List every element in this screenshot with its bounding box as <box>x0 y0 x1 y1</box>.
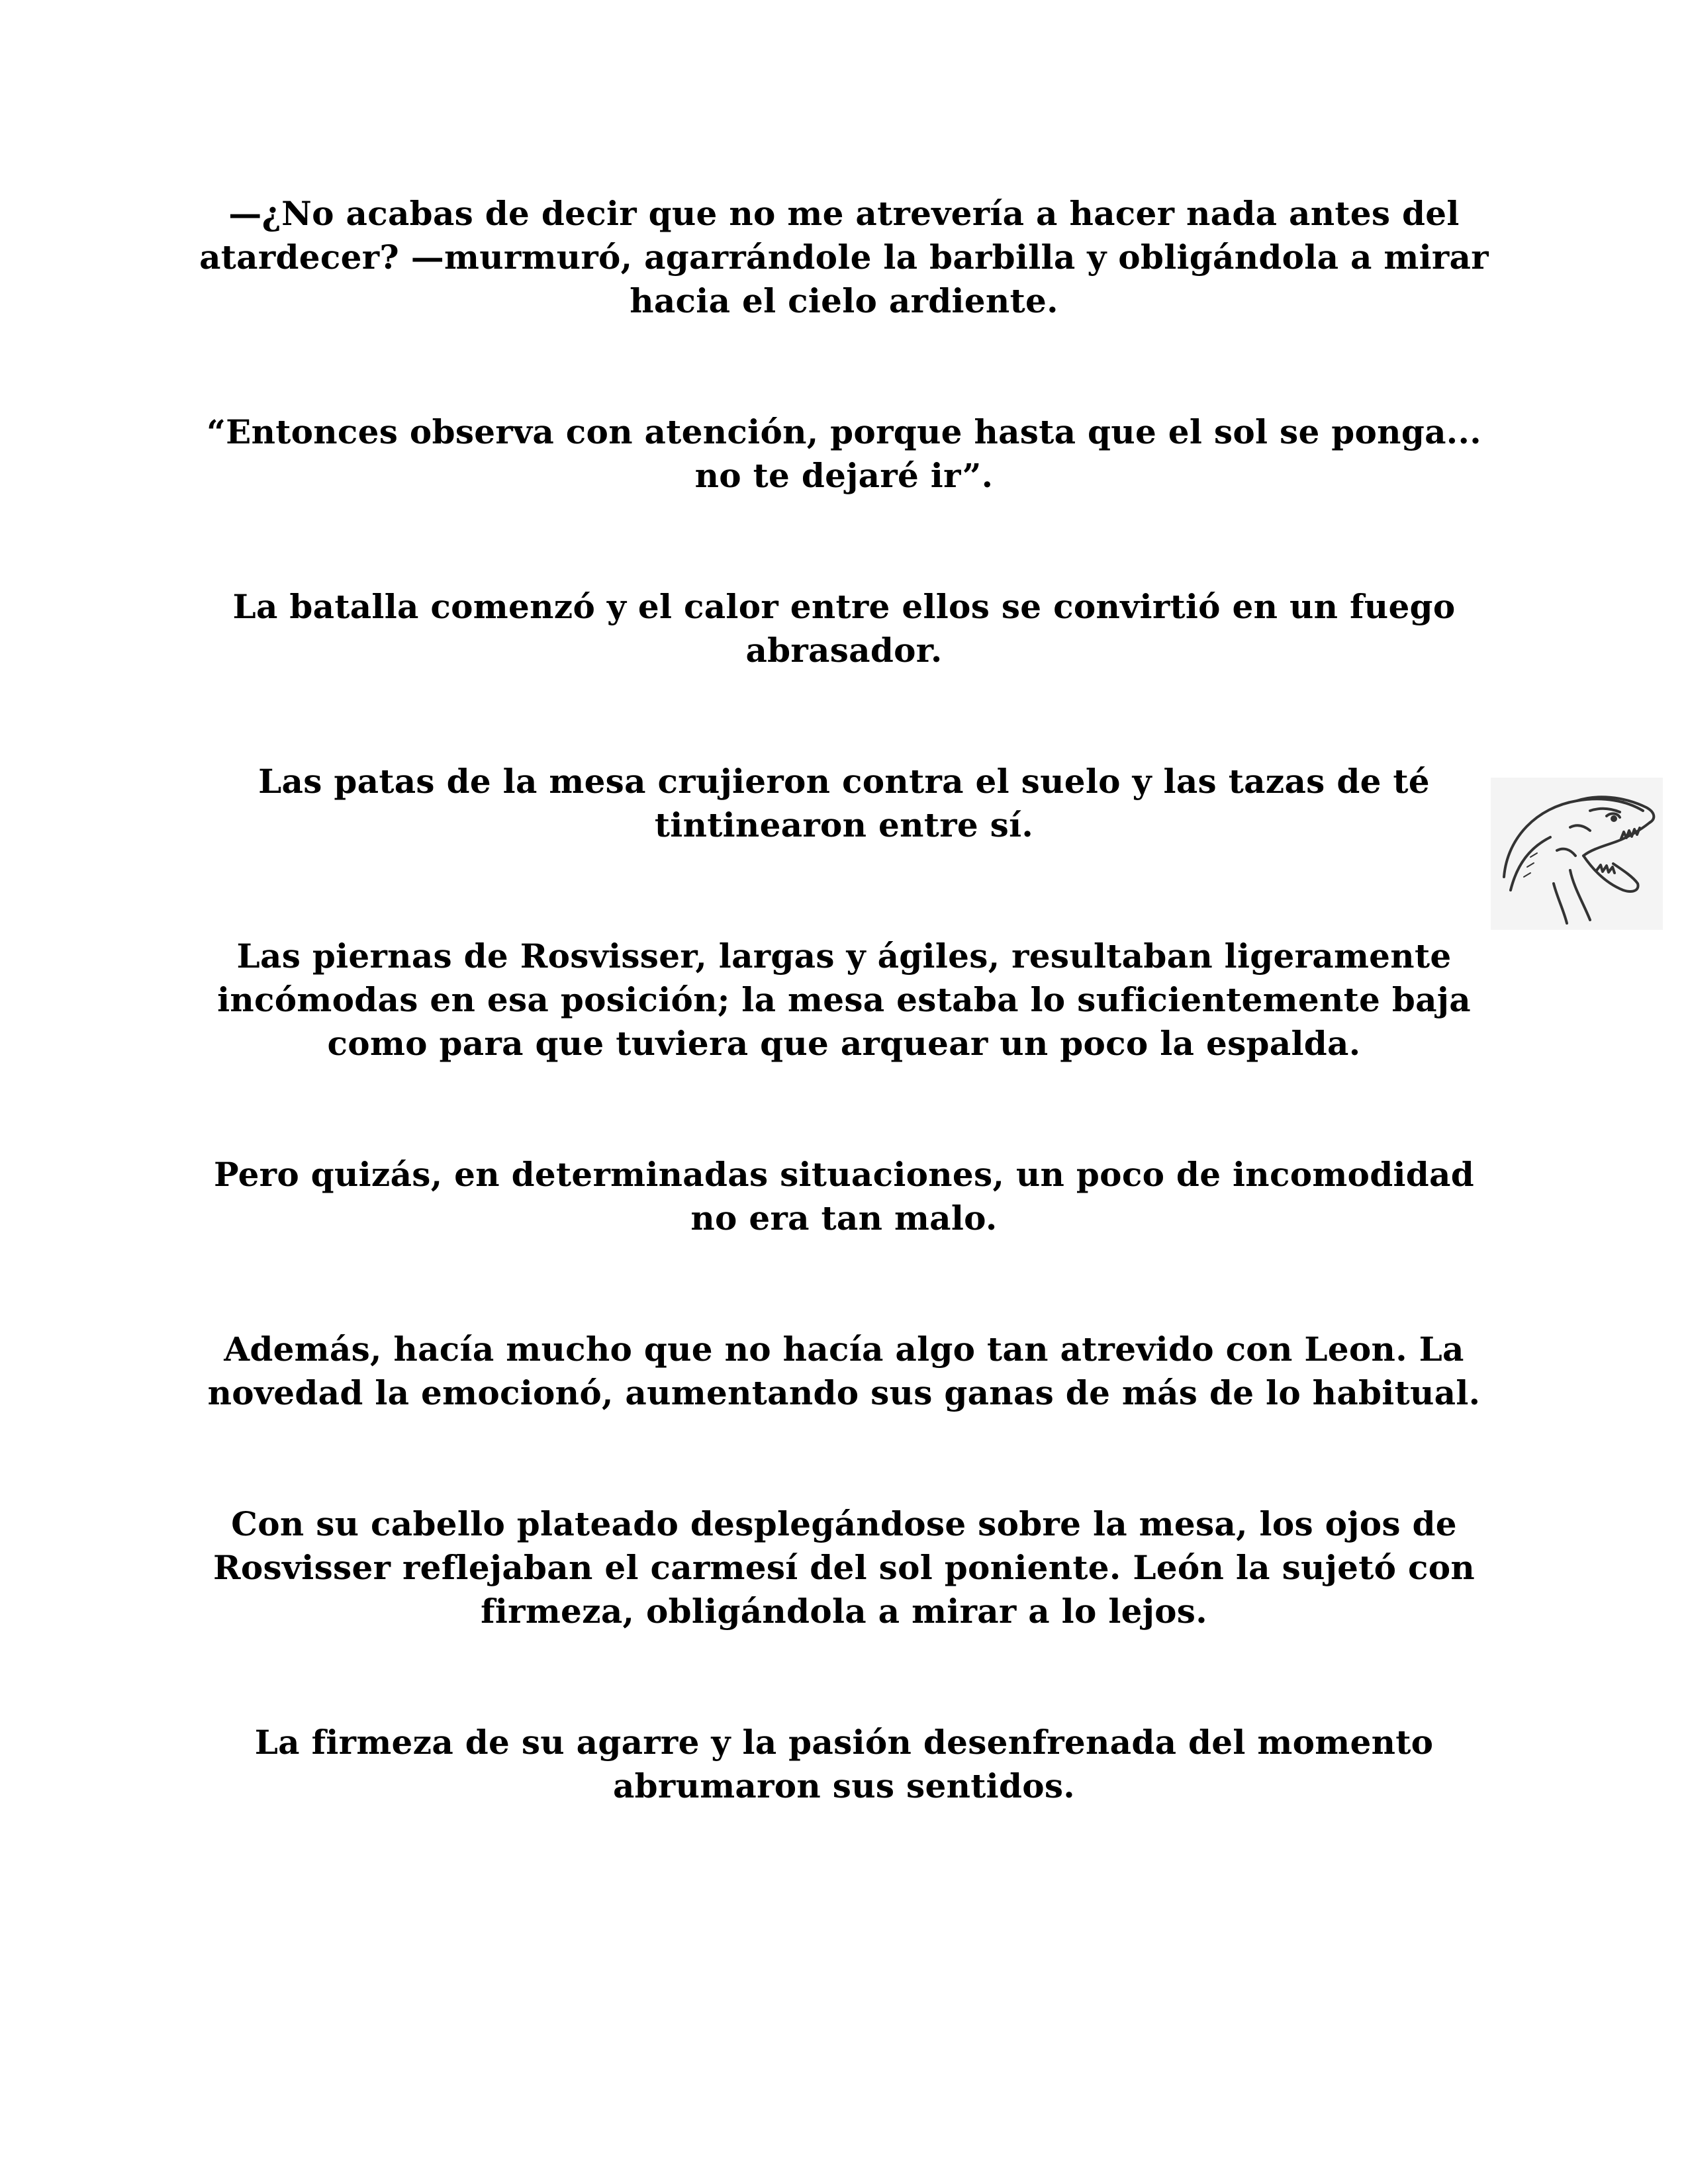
paragraph-7: Además, hacía mucho que no hacía algo tan atrevido con Leon. La novedad la emocionó, aumentando sus ganas de más de lo habitual. <box>207 1330 1481 1412</box>
paragraph-6: Pero quizás, en determinadas situaciones, un poco de incomodidad no era tan malo. <box>214 1155 1474 1238</box>
paragraph-9: La firmeza de su agarre y la pasión desenfrenada del momento abrumaron sus sentidos. <box>254 1723 1434 1805</box>
paragraph-2: “Entonces observa con atención, porque hasta que el sol se ponga... no te dejaré ir”. <box>207 412 1481 495</box>
text-column <box>199 192 1489 1895</box>
paragraph-1: —¿No acabas de decir que no me atrevería a hacer nada antes del atardecer? —murmuró, agarrándole la barbilla y obligándola a mirar hacia el cielo ardiente. <box>199 194 1489 320</box>
paragraph-4: Las patas de la mesa crujieron contra el suelo y las tazas de té tintinearon entre sí. <box>258 762 1430 844</box>
paragraph-5: Las piernas de Rosvisser, largas y ágiles, resultaban ligeramente incómodas en esa posición; la mesa estaba lo suficientemente baja como para que tuviera que arquear un poco la espalda. <box>217 936 1471 1063</box>
dinosaur-head-sketch-icon <box>1491 778 1663 930</box>
paragraph-3: La batalla comenzó y el calor entre ellos se convirtió en un fuego abrasador. <box>232 587 1456 670</box>
paragraph-8: Con su cabello plateado desplegándose sobre la mesa, los ojos de Rosvisser reflejaban el carmesí del sol poniente. León la sujetó con firmeza, obligándola a mirar a lo lejos. <box>213 1504 1475 1631</box>
